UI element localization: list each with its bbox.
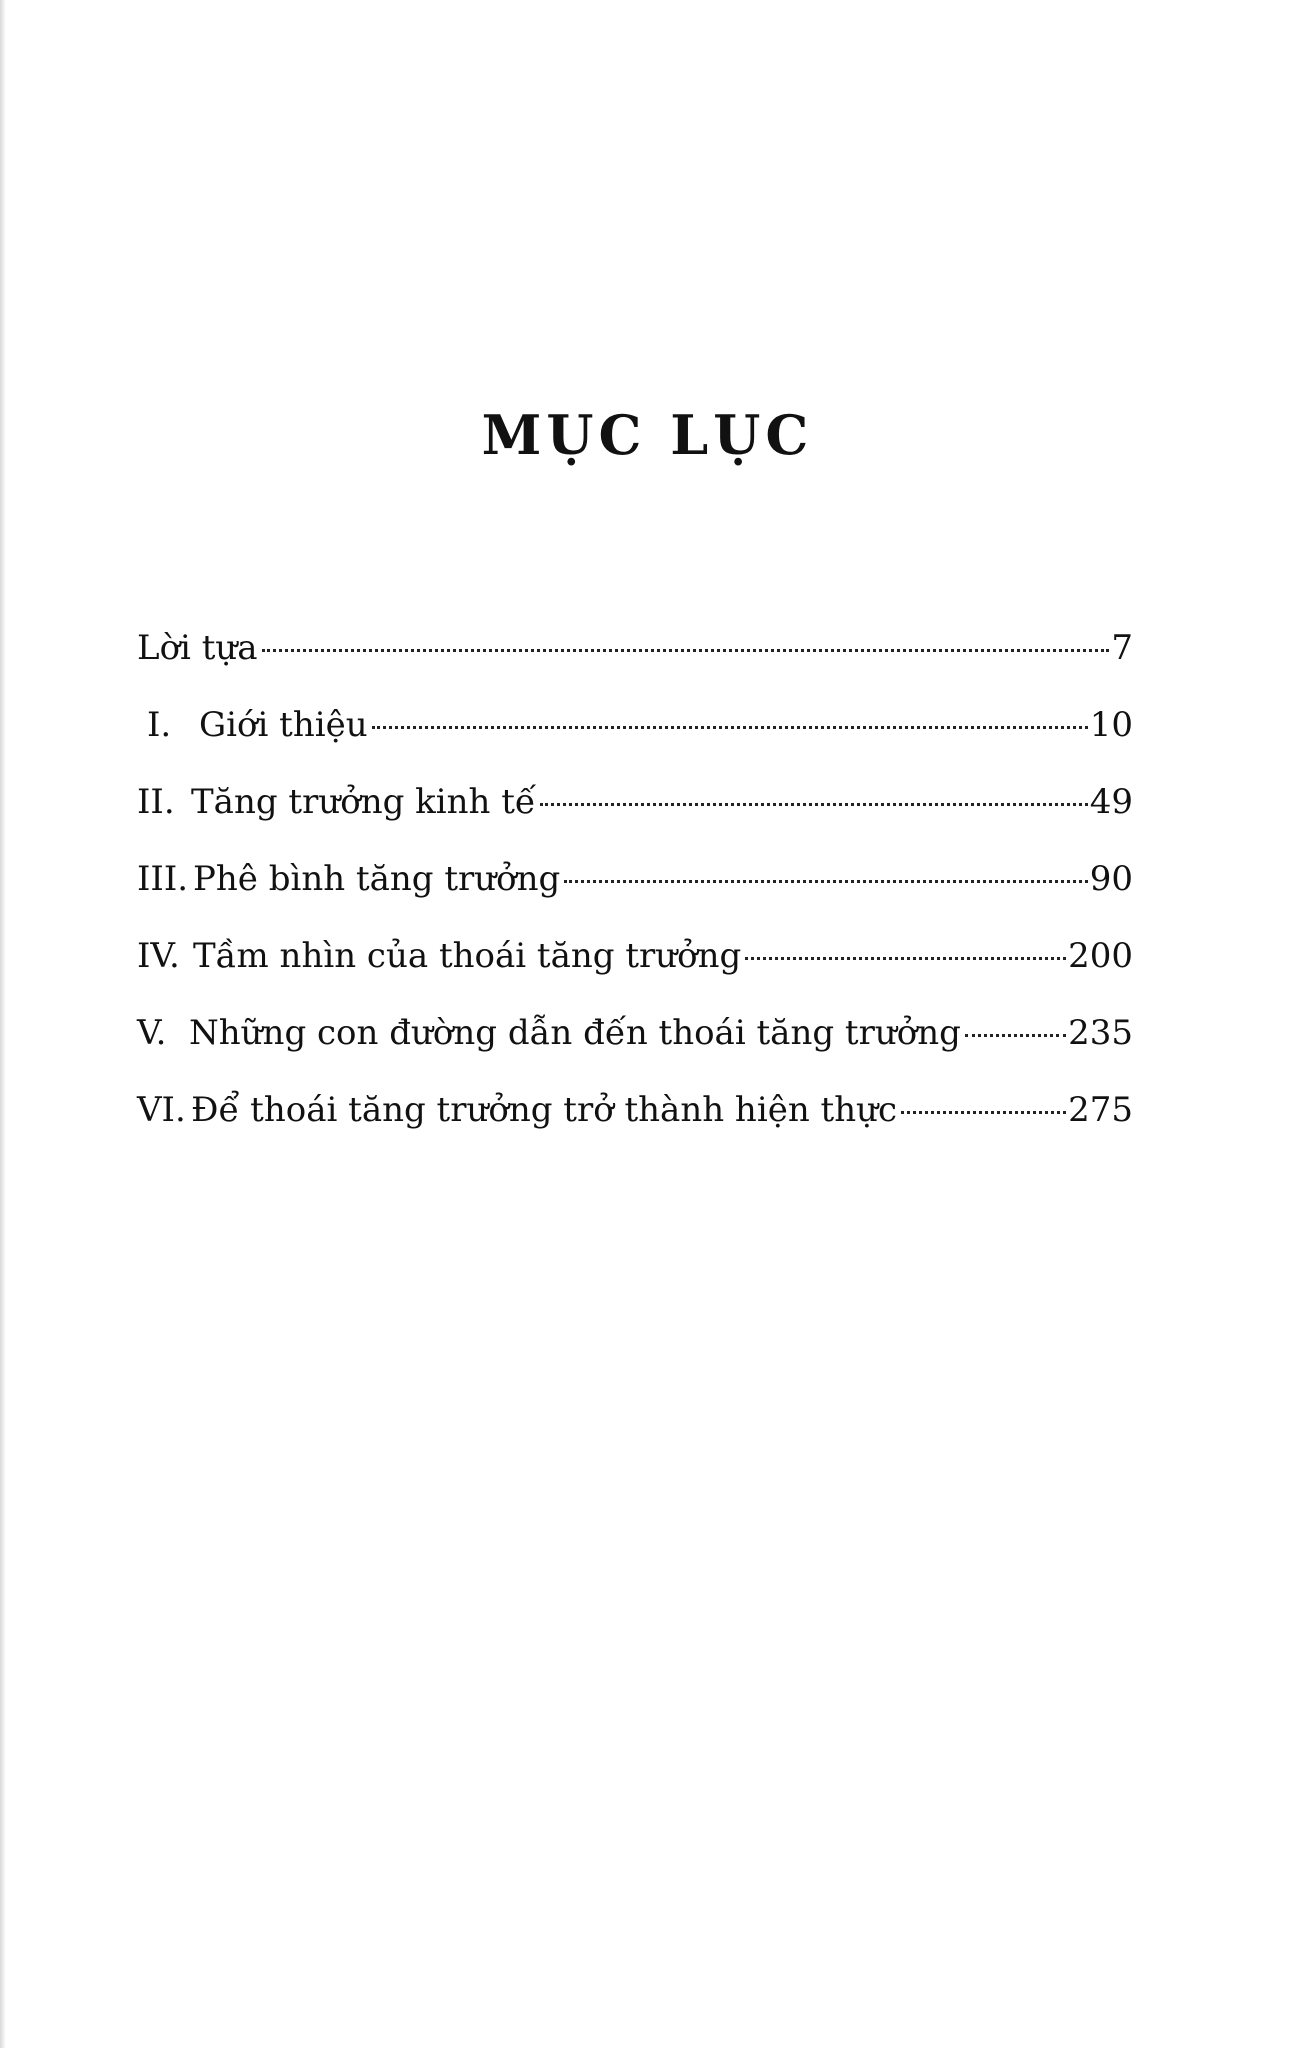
toc-page-number: 7 bbox=[1111, 628, 1133, 668]
toc-entry-chapter-4[interactable] bbox=[137, 934, 1133, 1011]
toc-page-number: 90 bbox=[1089, 859, 1133, 899]
toc-entry-title: Phê bình tăng trưởng bbox=[193, 859, 561, 899]
toc-entry-title: Tầm nhìn của thoái tăng trưởng bbox=[193, 936, 742, 976]
chapter-numeral: II. bbox=[137, 782, 175, 822]
table-of-contents bbox=[137, 626, 1133, 1165]
toc-page-number: 275 bbox=[1068, 1090, 1133, 1130]
chapter-numeral: I. bbox=[147, 705, 172, 745]
dot-leader bbox=[372, 726, 1088, 729]
toc-entry-title: Để thoái tăng trưởng trở thành hiện thực bbox=[191, 1090, 898, 1130]
dot-leader bbox=[262, 649, 1110, 652]
chapter-numeral: V. bbox=[137, 1013, 167, 1053]
toc-entry-title: Những con đường dẫn đến thoái tăng trưởng bbox=[189, 1013, 961, 1053]
toc-entry-chapter-1[interactable] bbox=[137, 703, 1133, 780]
chapter-numeral: VI. bbox=[137, 1090, 186, 1130]
toc-entry-title: Giới thiệu bbox=[199, 705, 368, 745]
dot-leader bbox=[901, 1111, 1066, 1114]
toc-page-number: 235 bbox=[1068, 1013, 1133, 1053]
toc-entry-preface[interactable] bbox=[137, 626, 1133, 703]
toc-entry-chapter-5[interactable] bbox=[137, 1011, 1133, 1088]
toc-page-number: 10 bbox=[1089, 705, 1133, 745]
toc-entry-title: Lời tựa bbox=[137, 628, 258, 668]
page-edge bbox=[0, 0, 6, 2048]
toc-page-number: 200 bbox=[1068, 936, 1133, 976]
chapter-numeral: IV. bbox=[137, 936, 180, 976]
toc-entry-chapter-6[interactable] bbox=[137, 1088, 1133, 1165]
toc-entry-title: Tăng trưởng kinh tế bbox=[191, 782, 536, 822]
dot-leader bbox=[745, 957, 1066, 960]
dot-leader bbox=[564, 880, 1087, 883]
chapter-numeral: III. bbox=[137, 859, 189, 899]
page-title: MỤC LỤC bbox=[481, 403, 814, 468]
toc-entry-chapter-3[interactable] bbox=[137, 857, 1133, 934]
toc-page-number: 49 bbox=[1089, 782, 1133, 822]
dot-leader bbox=[540, 803, 1088, 806]
dot-leader bbox=[965, 1034, 1066, 1037]
toc-entry-chapter-2[interactable] bbox=[137, 780, 1133, 857]
